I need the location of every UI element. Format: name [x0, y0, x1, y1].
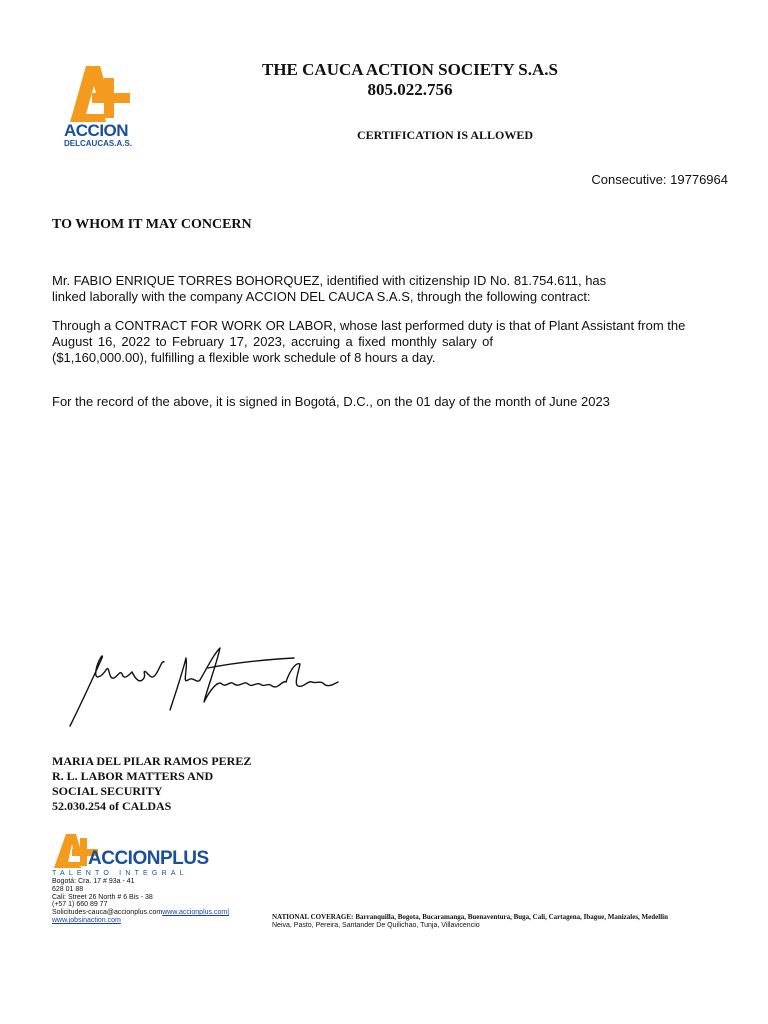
- paragraph-line: Mr. FABIO ENRIQUE TORRES BOHORQUEZ, identified with citizenship ID No. 81.754.611, has: [52, 273, 607, 288]
- logo-text: ACCION: [64, 121, 129, 140]
- handwritten-signature: [58, 640, 343, 730]
- organization-name: THE CAUCA ACTION SOCIETY S.A.S: [262, 60, 558, 79]
- contact-email: Solicitudes-cauca@accionplus.com: [52, 909, 163, 917]
- signer-name: MARIA DEL PILAR RAMOS PEREZ: [52, 754, 252, 768]
- contact-phone: 628 01 88: [52, 885, 84, 893]
- logo-word-plus: PLUS: [159, 848, 209, 869]
- company-logo: [64, 64, 136, 152]
- signer-title: R. L. LABOR MATTERS AND: [52, 769, 214, 783]
- coverage-line: [272, 913, 742, 922]
- coverage-label: NATIONAL COVERAGE:: [272, 913, 354, 921]
- paragraph-line: August 16, 2022 to February 17, 2023, accruing a fixed monthly salary of: [52, 334, 493, 349]
- signer-block: [52, 754, 251, 814]
- contact-address: Bogotá: Cra. 17 # 93a - 41: [52, 878, 135, 885]
- consecutive-number: Consecutive: 19776964: [591, 172, 728, 187]
- national-coverage: [272, 913, 742, 930]
- contact-phone: (+57 1) 660 89 77: [52, 901, 108, 909]
- signer-id: 52.030.254 of CALDAS: [52, 799, 172, 813]
- footer-logo: [52, 832, 209, 880]
- signer-title: SOCIAL SECURITY: [52, 784, 163, 798]
- salutation: TO WHOM IT MAY CONCERN: [52, 217, 252, 232]
- certification-label: CERTIFICATION IS ALLOWED: [356, 128, 534, 142]
- contact-address: Cali: Street 26 North # 6 Bis - 38: [52, 893, 153, 901]
- footer-logo-tagline: TALENTO INTEGRAL: [52, 870, 188, 877]
- organization-id: 805.022.756: [367, 80, 453, 99]
- logo-subtext: DELCAUCAS.A.S.: [64, 139, 133, 148]
- footer-logo-wordmark: [88, 848, 209, 870]
- paragraph-signing-record: For the record of the above, it is signed in Bogotá, D.C., on the 01 day of the month of June 2023: [52, 394, 610, 409]
- paragraph-line: linked laborally with the company ACCION DEL CAUCA S.A.S, through the following contract:: [52, 289, 591, 304]
- contact-email-web-row: [52, 909, 229, 917]
- paragraph-line: Through a CONTRACT FOR WORK OR LABOR, whose last performed duty is that of Plant Assistant from the: [52, 318, 686, 333]
- website-link[interactable]: www.accionplus.com|: [162, 909, 230, 917]
- logo-word-accion: ACCION: [88, 848, 160, 869]
- paragraph-contract-details: [52, 318, 718, 366]
- a-plus-logo-icon: [64, 64, 136, 124]
- website-link[interactable]: www.jobsinaction.com: [52, 916, 121, 924]
- paragraph-employee-identity: [52, 273, 718, 305]
- contact-info: [52, 878, 229, 925]
- coverage-cities: Barranquilla, Bogota, Bucaramanga, Buenaventura, Buga, Cali, Cartagena, Ibague, Manizales, Medellin: [355, 913, 668, 921]
- coverage-line: Neiva, Pasto, Pereira, Santander De Quilichao, Tunja, Villavicencio: [272, 922, 480, 929]
- paragraph-line: ($1,160,000.00), fulfilling a flexible work schedule of 8 hours a day.: [52, 350, 436, 365]
